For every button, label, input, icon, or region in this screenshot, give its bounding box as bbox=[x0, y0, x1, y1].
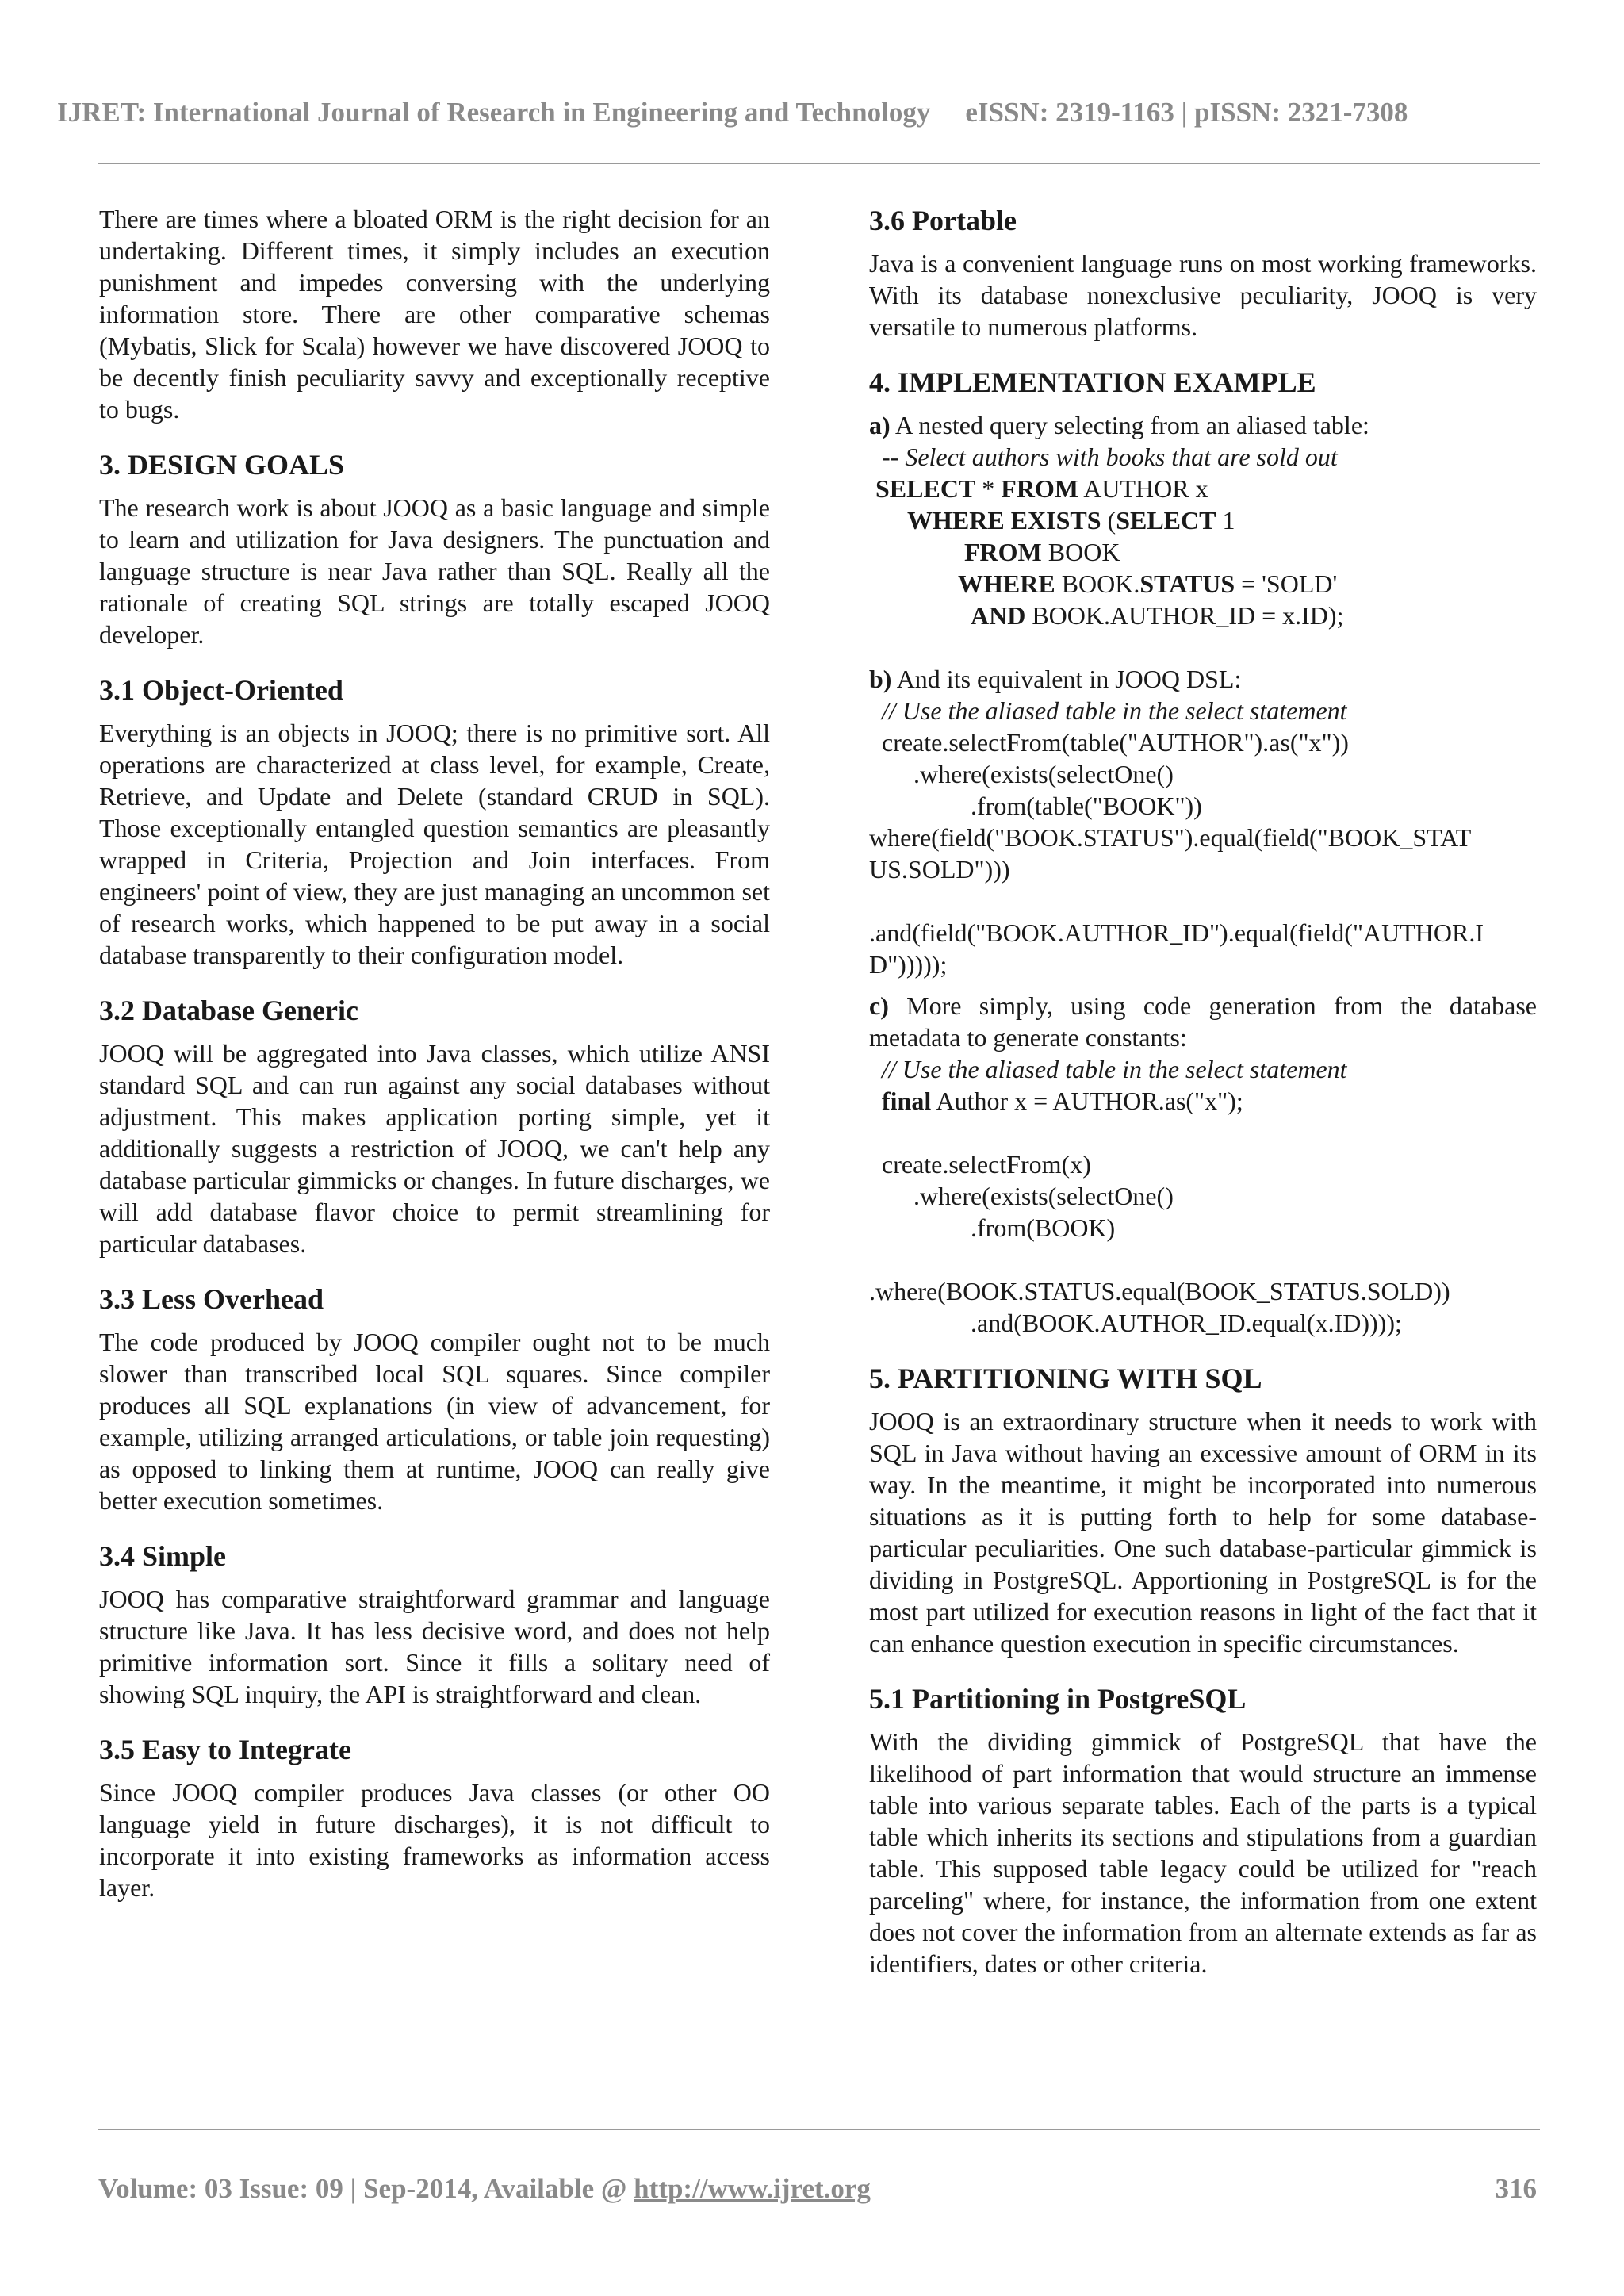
example-a-block bbox=[869, 409, 1537, 980]
section-3-3-heading: 3.3 Less Overhead bbox=[99, 1283, 324, 1315]
sql-keyword: WHERE EXISTS bbox=[907, 506, 1101, 535]
code-line: where(field("BOOK.STATUS").equal(field("BOOK_STAT bbox=[869, 823, 1472, 852]
sql-keyword: FROM bbox=[964, 538, 1042, 566]
example-a-label: a) bbox=[869, 411, 891, 439]
example-c-text: More simply, using code generation from the database metadata to generate constants: bbox=[869, 991, 1537, 1052]
code-line: .and(BOOK.AUTHOR_ID.equal(x.ID)))); bbox=[971, 1309, 1402, 1337]
example-b-label: b) bbox=[869, 665, 892, 693]
example-c-caption bbox=[869, 990, 1537, 1053]
sql-keyword: SELECT bbox=[875, 474, 976, 503]
section-3-1-heading: 3.1 Object-Oriented bbox=[99, 674, 343, 706]
example-c-comment: // Use the aliased table in the select statement bbox=[882, 1055, 1347, 1083]
footer-volume: Volume: 03 Issue: 09 | Sep-2014, Available @ bbox=[98, 2173, 634, 2204]
journal-header bbox=[57, 97, 1548, 128]
sql-text: BOOK bbox=[1041, 538, 1120, 566]
section-3-6-heading: 3.6 Portable bbox=[869, 205, 1017, 236]
journal-title: IJRET: International Journal of Research in Engineering and Technology bbox=[57, 97, 931, 128]
section-3-4-paragraph: JOOQ has comparative straightforward grammar and language structure like Java. It has less decisive word, and does not help primitive information sort. Since it fills a solitary need of showing SQL inquiry, the API is straightforward and clean. bbox=[99, 1585, 770, 1708]
left-column bbox=[99, 203, 770, 1903]
section-3-heading: 3. DESIGN GOALS bbox=[99, 449, 345, 481]
section-5-paragraph: JOOQ is an extraordinary structure when it needs to work with SQL in Java without having an excessive amount of ORM in its way. In the meantime, it might be incorporated into numerous situations as it is putting forth to help for some database-particular peculiarities. One such database-particular gimmick is dividing in PostgreSQL. Apportioning in PostgreSQL is for the most part utilized for execution reasons in light of the fact that it can enhance question execution in specific circumstances. bbox=[869, 1407, 1537, 1658]
section-5-heading: 5. PARTITIONING WITH SQL bbox=[869, 1363, 1262, 1394]
code-line: .and(field("BOOK.AUTHOR_ID").equal(field("AUTHOR.I bbox=[869, 918, 1484, 947]
sql-text: * bbox=[975, 474, 1002, 503]
sql-text: BOOK.AUTHOR_ID = x.ID); bbox=[1025, 601, 1344, 630]
code-line: .from(table("BOOK")) bbox=[971, 792, 1202, 820]
section-5-1-paragraph: With the dividing gimmick of PostgreSQL that have the likelihood of part information that would structure an immense table into various separate tables. Each of the parts is a typical table which inherits its sections and stipulations from a guardian table. This supposed table legacy could be utilized for "reach parceling" where, for instance, the information from one extent does not cover the information from an alternate extends as far as identifiers, dates or other criteria. bbox=[869, 1727, 1537, 1978]
sql-text: 1 bbox=[1216, 506, 1235, 535]
code-line: .from(BOOK) bbox=[971, 1213, 1116, 1242]
example-b-comment: // Use the aliased table in the select statement bbox=[882, 696, 1347, 725]
sql-text: ( bbox=[1101, 506, 1116, 535]
section-3-4-heading: 3.4 Simple bbox=[99, 1540, 227, 1572]
sql-text: BOOK. bbox=[1055, 569, 1140, 598]
footer-rule bbox=[98, 2129, 1540, 2130]
sql-keyword: FROM bbox=[1001, 474, 1079, 503]
page-footer bbox=[98, 2173, 1540, 2205]
section-3-6-paragraph: Java is a convenient language runs on most working frameworks. With its database nonexclusive peculiarity, JOOQ is very versatile to numerous platforms. bbox=[869, 249, 1537, 341]
header-rule bbox=[98, 163, 1540, 164]
section-3-2-heading: 3.2 Database Generic bbox=[99, 995, 358, 1026]
right-column bbox=[869, 203, 1537, 1980]
example-a-comment: -- Select authors with books that are sold out bbox=[882, 443, 1338, 471]
example-c-block bbox=[869, 1053, 1537, 1339]
sql-keyword: AND bbox=[971, 601, 1026, 630]
sql-keyword: WHERE bbox=[958, 569, 1055, 598]
page-number: 316 bbox=[1495, 2173, 1537, 2204]
sql-keyword: STATUS bbox=[1139, 569, 1235, 598]
code-line: D"))))); bbox=[869, 950, 948, 979]
code-line: create.selectFrom(table("AUTHOR").as("x")) bbox=[882, 728, 1349, 757]
sql-text: AUTHOR x bbox=[1078, 474, 1208, 503]
code-line: Author x = AUTHOR.as("x"); bbox=[931, 1087, 1243, 1115]
code-line: .where(exists(selectOne() bbox=[914, 760, 1174, 788]
intro-paragraph: There are times where a bloated ORM is the right decision for an undertaking. Different times, it simply includes an execution punishment and impedes conversing with the underlying information store. There are other comparative schemas (Mybatis, Slick for Scala) however we have discovered JOOQ to be decently finish peculiarity savvy and exceptionally receptive to bugs. bbox=[99, 205, 770, 424]
sql-text: = 'SOLD' bbox=[1235, 569, 1338, 598]
code-line: .where(exists(selectOne() bbox=[914, 1182, 1174, 1210]
section-3-5-heading: 3.5 Easy to Integrate bbox=[99, 1734, 351, 1765]
code-line: .where(BOOK.STATUS.equal(BOOK_STATUS.SOLD)) bbox=[869, 1277, 1450, 1305]
journal-link[interactable]: http://www.ijret.org bbox=[634, 2173, 871, 2204]
example-a-caption: A nested query selecting from an aliased table: bbox=[890, 411, 1369, 439]
sql-keyword: SELECT bbox=[1116, 506, 1216, 535]
example-b-caption: And its equivalent in JOOQ DSL: bbox=[891, 665, 1242, 693]
section-3-paragraph: The research work is about JOOQ as a basic language and simple to learn and utilization for Java designers. The punctuation and language structure is near Java rather than SQL. Really all the rationale of creating SQL strings are totally escaped JOOQ developer. bbox=[99, 493, 770, 649]
java-keyword: final bbox=[882, 1087, 932, 1115]
section-4-heading: 4. IMPLEMENTATION EXAMPLE bbox=[869, 366, 1316, 398]
section-5-1-heading: 5.1 Partitioning in PostgreSQL bbox=[869, 1683, 1247, 1715]
example-c-label: c) bbox=[869, 991, 889, 1020]
code-line: US.SOLD"))) bbox=[869, 855, 1010, 884]
section-3-5-paragraph: Since JOOQ compiler produces Java classes (or other OO language yield in future discharges), it is not difficult to incorporate it into existing frameworks as information access layer. bbox=[99, 1778, 770, 1902]
code-line: create.selectFrom(x) bbox=[882, 1150, 1091, 1179]
journal-issn: eISSN: 2319-1163 | pISSN: 2321-7308 bbox=[965, 97, 1408, 128]
section-3-1-paragraph: Everything is an objects in JOOQ; there is no primitive sort. All operations are characterized at class level, for example, Create, Retrieve, and Update and Delete (standard CRUD in SQL). Those exceptionally entangled question semantics are pleasantly wrapped in Criteria, Projection and Join interfaces. From engineers' point of view, they are just managing an uncommon set of research works, which happened to be put away in a social database transparently to their configuration model. bbox=[99, 719, 770, 969]
section-3-2-paragraph: JOOQ will be aggregated into Java classes, which utilize ANSI standard SQL and can run against any social databases without adjustment. This makes application porting simple, yet it additionally suggests a restriction of JOOQ, we can't help any database particular gimmicks or changes. In future discharges, we will add database flavor choice to permit streamlining for particular databases. bbox=[99, 1039, 770, 1258]
section-3-3-paragraph: The code produced by JOOQ compiler ought not to be much slower than transcribed local SQL squares. Since compiler produces all SQL explanations (in view of advancement, for example, utilizing arranged articulations, or table join requesting) as opposed to linking them at runtime, JOOQ can really give better execution sometimes. bbox=[99, 1328, 770, 1515]
